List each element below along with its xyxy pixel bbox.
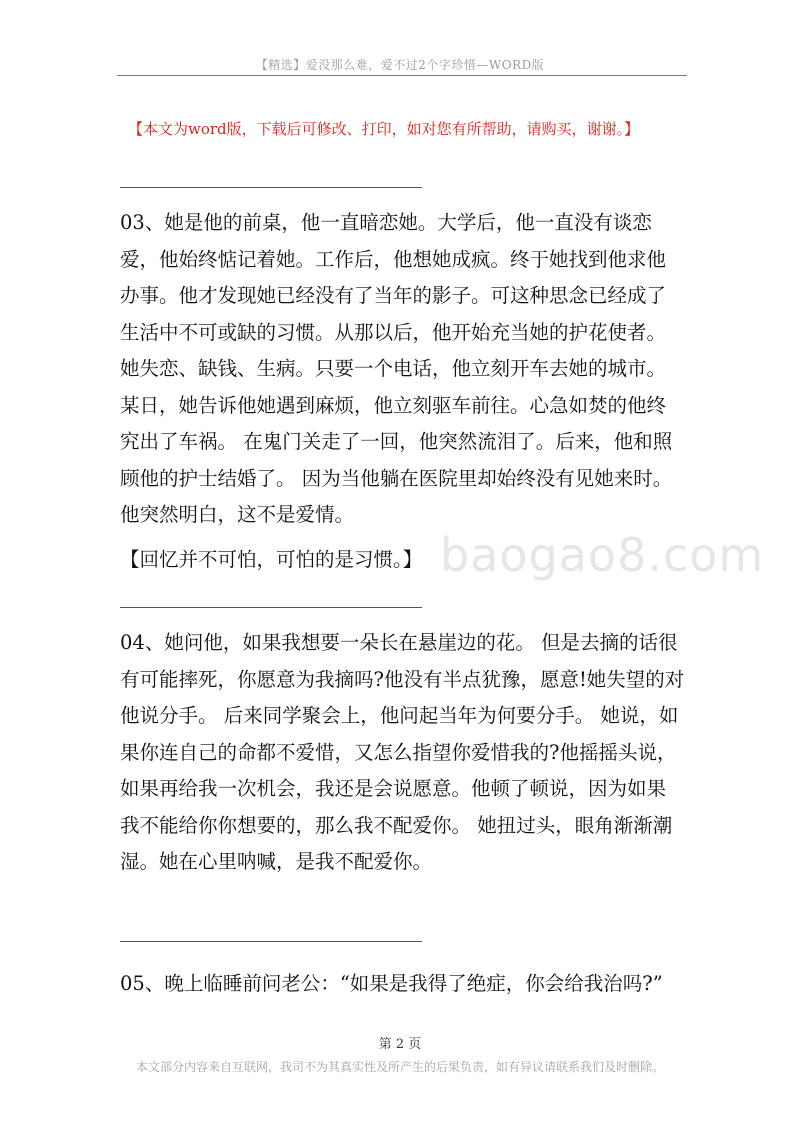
paragraph-03: 03、她是他的前桌，他一直暗恋她。大学后，他一直没有谈恋爱，他始终惦记着她。工作后，他想她成疯。终于她找到他求他办事。他才发现她已经没有了当年的影子。可这种思念已经成了生活中不可或缺的习惯。从那以后，他开始充当她的护花使者。她失恋、缺钱、生病。只要一个电话，他立刻开车去她的城市。某日，她告诉他她遇到麻烦，他立刻驱车前往。心急如焚的他终究出了车祸。 在鬼门关走了一回，他突然流泪了。后来，他和照顾他的护士结婚了。 因为当他躺在医院里却始终没有见她来时。他突然明白，这不是爱情。 [120,211,673,526]
header-rule [117,75,687,76]
quote-line: 【回忆并不可怕，可怕的是习惯。】 [120,548,423,571]
paragraph-05: 05、晚上临睡前问老公：“如果是我得了绝症，你会给我治吗?” [120,972,663,995]
page-header-title: 【精选】爱没那么难，爱不过2个字珍惜—WORD版 [255,58,545,72]
section-divider-2 [120,607,422,608]
section-divider-1 [120,187,422,188]
section-divider-3 [120,941,422,942]
footer-disclaimer: 本文部分内容来自互联网，我司不为其真实性及所产生的后果负责，如有异议请联系我们及时删除。 [135,1060,664,1074]
paragraph-04: 04、她问他，如果我想要一朵长在悬崖边的花。 但是去摘的话很有可能摔死，你愿意为我摘吗?他没有半点犹豫，愿意!她失望的对他说分手。 后来同学聚会上，他问起当年为何要分手。 她说，如果你连自己的命都不爱惜，又怎么指望你爱惜我的?他摇摇头说，如果再给我一次机会，我还是会说愿意。他顿了顿说，因为如果我不能给你你想要的，那么我不配爱你。 她扭过头，眼角渐渐潮湿。她在心里呐喊，是我不配爱你。 [120,631,685,873]
site-watermark: baogao8.com [440,528,765,582]
page-number: 第 2 页 [378,1037,422,1052]
word-version-notice: 【本文为word版，下载后可修改、打印，如对您有所帮助，请购买，谢谢。】 [128,120,640,138]
